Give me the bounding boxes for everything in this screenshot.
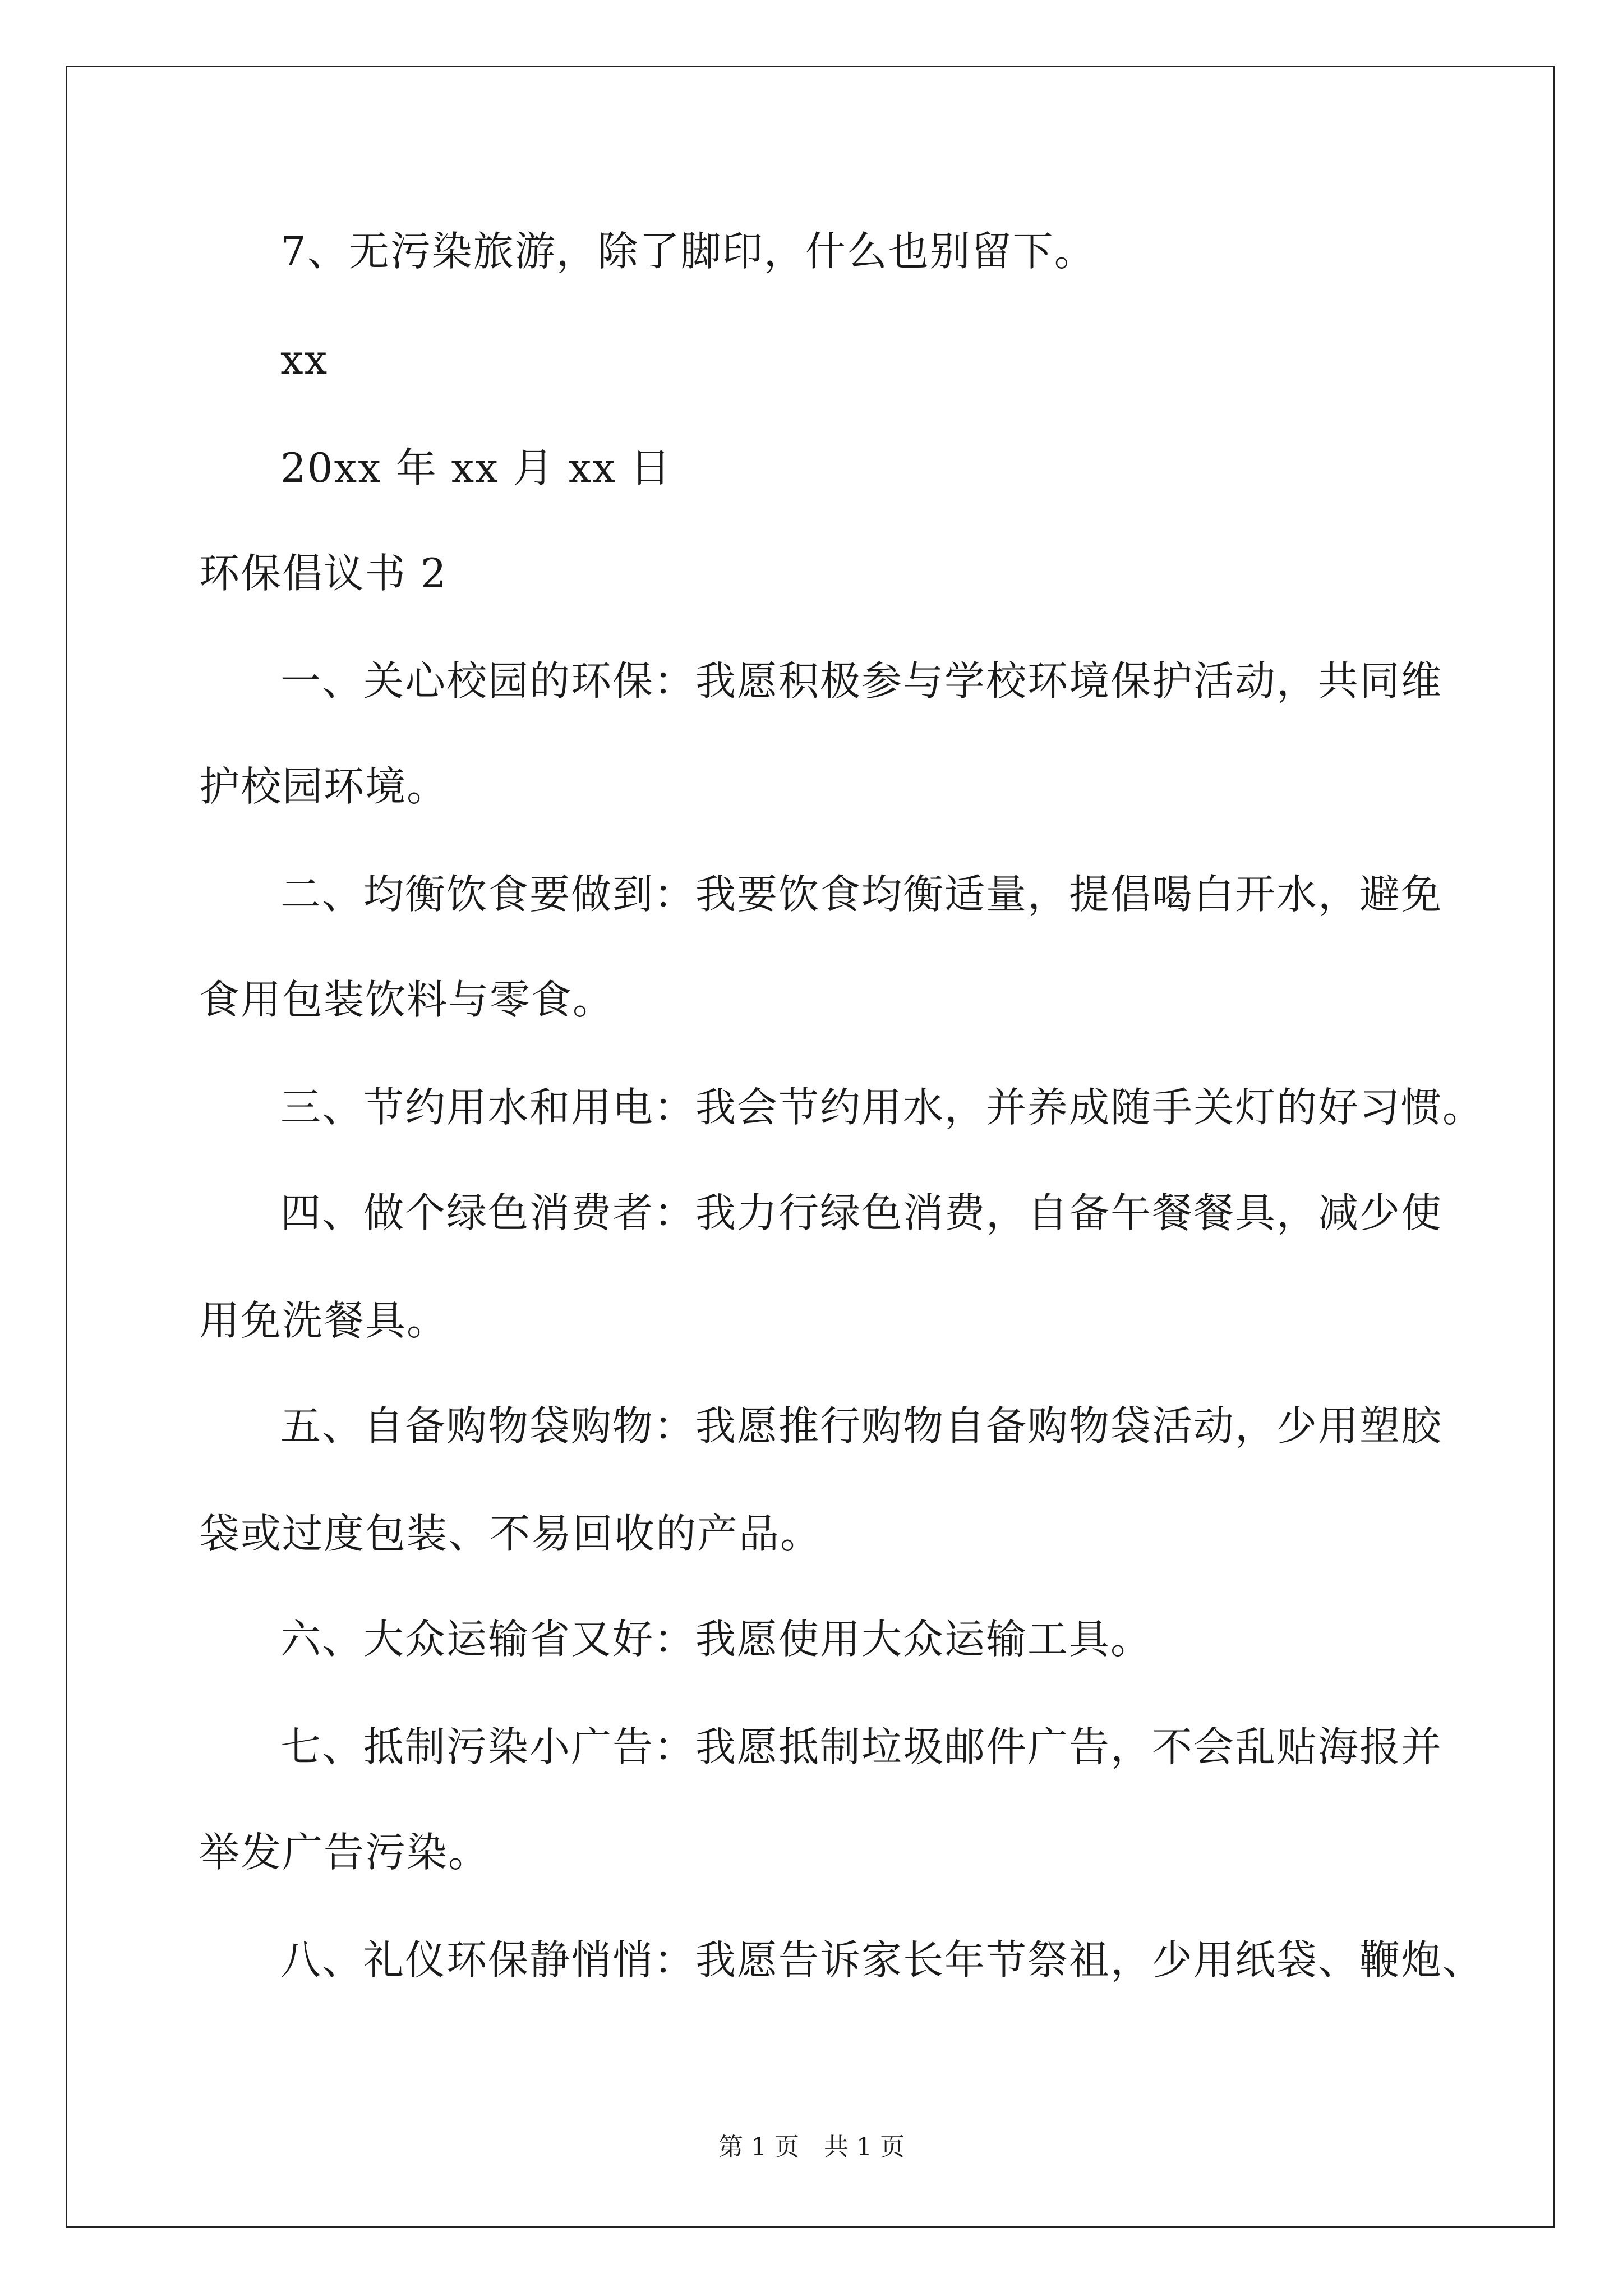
section-title: 环保倡议书 2 <box>199 550 448 597</box>
page-border <box>66 66 1555 2228</box>
paragraph-6-line-1: 六、大众运输省又好：我愿使用大众运输工具。 <box>280 1616 1152 1663</box>
paragraph-5-line-1: 五、自备购物袋购物：我愿推行购物自备购物袋活动，少用塑胶 <box>280 1402 1443 1450</box>
paragraph-1-line-2: 护校园环境。 <box>199 763 449 810</box>
paragraph-2-line-2: 食用包装饮料与零食。 <box>199 976 615 1023</box>
paragraph-4-line-2: 用免洗餐具。 <box>199 1297 449 1344</box>
paragraph-5-line-2: 袋或过度包装、不易回收的产品。 <box>199 1510 822 1557</box>
signature-date: 20xx 年 xx 月 xx 日 <box>280 444 672 491</box>
page-number-footer: 第 1 页 共 1 页 <box>718 2133 905 2161</box>
signature-name: xx <box>280 336 329 383</box>
paragraph-7-line-1: 七、抵制污染小广告：我愿抵制垃圾邮件广告，不会乱贴海报并 <box>280 1723 1443 1770</box>
paragraph-4-line-1: 四、做个绿色消费者：我力行绿色消费，自备午餐餐具，减少使 <box>280 1189 1443 1236</box>
paragraph-8-line-1: 八、礼仪环保静悄悄：我愿告诉家长年节祭祖，少用纸袋、鞭炮、 <box>280 1936 1484 1984</box>
paragraph-3-line-1: 三、节约用水和用电：我会节约用水，并养成随手关灯的好习惯。 <box>280 1084 1484 1131</box>
paragraph-1-line-1: 一、关心校园的环保：我愿积极参与学校环境保护活动，共同维 <box>280 657 1443 705</box>
paragraph-2-line-1: 二、均衡饮食要做到：我要饮食均衡适量，提倡喝白开水，避免 <box>280 871 1443 918</box>
text-line-item-7: 7、无污染旅游，除了脚印，什么也别留下。 <box>280 228 1096 275</box>
paragraph-7-line-2: 举发广告污染。 <box>199 1829 490 1876</box>
